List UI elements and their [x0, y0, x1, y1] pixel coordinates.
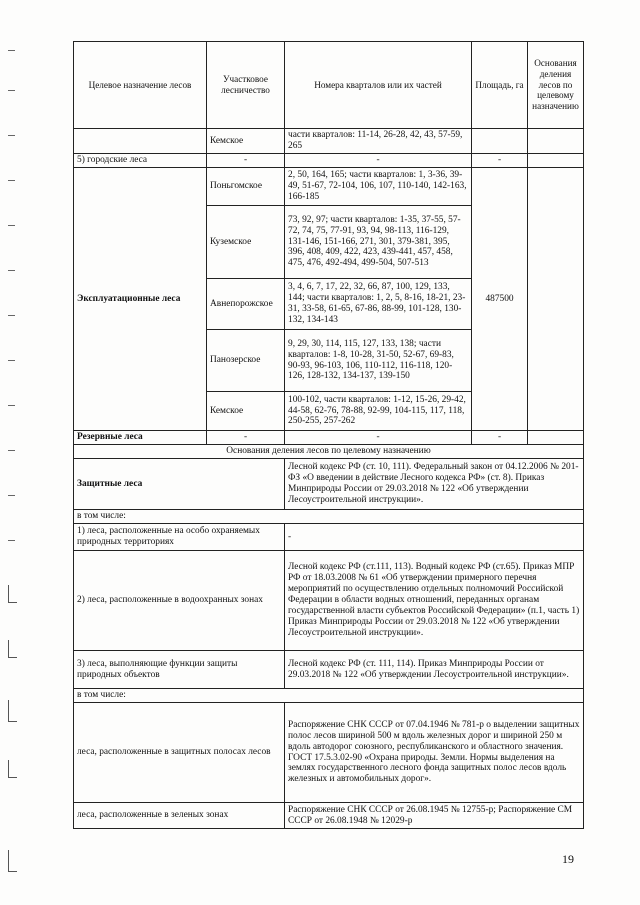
- table-row: [74, 129, 584, 154]
- margin-tick: [8, 540, 15, 541]
- forest-purpose-table: [73, 41, 584, 829]
- quarters-cell: 100-102, части кварталов: 1-12, 15-26, 29-42, 44-58, 62-76, 78-88, 92-99, 104-115, 117, 118, 250-255, 257-262: [285, 392, 472, 431]
- table-row: [74, 168, 584, 206]
- table-row: [74, 803, 584, 829]
- margin-tick: [8, 450, 15, 451]
- margin-bracket: [8, 585, 17, 603]
- table-row: [74, 551, 584, 651]
- header-quarters: Номера кварталов или их частей: [285, 42, 472, 129]
- margin-bracket: [8, 760, 17, 778]
- area-cell: -: [472, 154, 528, 168]
- section-title-row: [74, 445, 584, 459]
- empty-cell: [528, 431, 584, 445]
- forestry-cell: Кемское: [207, 129, 285, 154]
- margin-tick: [8, 135, 15, 136]
- margin-tick: [8, 495, 15, 496]
- empty-cell: [528, 154, 584, 168]
- grounds-cell: Лесной кодекс РФ (ст. 10, 111). Федеральный закон от 04.12.2006 № 201-ФЗ «О введении в действие Лесного кодекса РФ» (ст. 8). Приказ Минприроды России от 29.03.2018 № 122 «Об утверждении Лесоустроительной инструкции».: [285, 459, 584, 510]
- quarters-cell: части кварталов: 11-14, 26-28, 42, 43, 57-59, 265: [285, 129, 472, 154]
- grounds-cell: Лесной кодекс РФ (ст. 111, 114). Приказ Минприроды России от 29.03.2018 № 122 «Об утверждении Лесоустроительной инструкции».: [285, 651, 584, 689]
- header-purpose: Целевое назначение лесов: [74, 42, 207, 129]
- quarters-cell: 9, 29, 30, 114, 115, 127, 133, 138; части кварталов: 1-8, 10-28, 31-50, 52-67, 69-83, 90-93, 96-103, 106, 110-112, 116-118, 120-126, 128-132, 134-137, 139-150: [285, 330, 472, 392]
- reserve-forests-label: Резервные леса: [74, 431, 207, 445]
- margin-tick: [8, 270, 15, 271]
- grounds-cell: Распоряжение СНК СССР от 07.04.1946 № 781-р о выделении защитных полос лесов шириной 500 м вдоль железных дорог и шириной 250 м вдоль автодорог союзного, республиканского и областного значения. ГОСТ 17.5.3.02-90 «Охрана природы. Земли. Нормы выделения на землях государственного лесного фонда защитных полос лесов вдоль железных и автомобильных дорог».: [285, 703, 584, 803]
- quarters-cell: -: [285, 154, 472, 168]
- table-row: [74, 154, 584, 168]
- forestry-cell: Куземское: [207, 206, 285, 279]
- forestry-cell: Кемское: [207, 392, 285, 431]
- table-row: [74, 524, 584, 551]
- category-label: леса, расположенные в защитных полосах лесов: [74, 703, 285, 803]
- empty-cell: [528, 168, 584, 431]
- margin-tick: [8, 180, 15, 181]
- empty-cell: [74, 129, 207, 154]
- quarters-cell: 2, 50, 164, 165; части кварталов: 1, 3-36, 39-49, 51-67, 72-104, 106, 107, 110-140, 142-163, 166-185: [285, 168, 472, 206]
- area-cell: -: [472, 431, 528, 445]
- margin-tick: [8, 90, 15, 91]
- exploitation-forests-label: Эксплуатационные леса: [74, 168, 207, 431]
- including-label: в том числе:: [74, 510, 584, 524]
- forestry-cell: Панозерское: [207, 330, 285, 392]
- table-row: [74, 431, 584, 445]
- section-title: Основания деления лесов по целевому назначению: [74, 445, 584, 459]
- empty-cell: [528, 129, 584, 154]
- table-row: [74, 459, 584, 510]
- category-label: леса, расположенные в зеленых зонах: [74, 803, 285, 829]
- margin-bracket: [8, 850, 17, 872]
- page-number: 19: [562, 852, 574, 866]
- margin-bracket: [8, 700, 17, 722]
- margin-tick: [8, 50, 15, 51]
- table-row: [74, 689, 584, 703]
- area-cell: 487500: [472, 168, 528, 431]
- table-row: [74, 510, 584, 524]
- category-label: 3) леса, выполняющие функции защиты природных объектов: [74, 651, 285, 689]
- city-forests-label: 5) городские леса: [74, 154, 207, 168]
- margin-tick: [8, 315, 15, 316]
- empty-cell: [472, 129, 528, 154]
- forestry-cell: -: [207, 154, 285, 168]
- table-row: [74, 703, 584, 803]
- table-row: [74, 651, 584, 689]
- grounds-cell: Распоряжение СНК СССР от 26.08.1945 № 12755-р; Распоряжение СМ СССР от 26.08.1948 № 12029-р: [285, 803, 584, 829]
- forestry-cell: -: [207, 431, 285, 445]
- category-label: 1) леса, расположенные на особо охраняемых природных территориях: [74, 524, 285, 551]
- header-area: Площадь, га: [472, 42, 528, 129]
- table-header-row: [74, 42, 584, 129]
- margin-tick: [8, 360, 15, 361]
- category-label: 2) леса, расположенные в водоохранных зонах: [74, 551, 285, 651]
- protective-forests-label: Защитные леса: [74, 459, 285, 510]
- forestry-cell: Авнепорожское: [207, 279, 285, 330]
- grounds-cell: -: [285, 524, 584, 551]
- grounds-cell: Лесной кодекс РФ (ст.111, 113). Водный кодекс РФ (ст.65). Приказ МПР РФ от 18.03.2008 № 61 «Об утверждении примерного перечня мероприятий по осуществлению отдельных полномочий Российской Федерации в области водных отношений, переданных органам государственной власти субъектов Российской Федерации» (п.1, часть 1) Приказ Минприроды России от 29.03.2018 № 122 «Об утверждении Лесоустроительной инструкции».: [285, 551, 584, 651]
- including-label: в том числе:: [74, 689, 584, 703]
- forestry-cell: Поньгомское: [207, 168, 285, 206]
- quarters-cell: 3, 4, 6, 7, 17, 22, 32, 66, 87, 100, 129, 133, 144; части кварталов: 1, 2, 5, 8-16, 18-21, 23-31, 33-58, 61-65, 67-86, 88-99, 101-128, 130-132, 134-143: [285, 279, 472, 330]
- quarters-cell: -: [285, 431, 472, 445]
- margin-tick: [8, 405, 15, 406]
- margin-bracket: [8, 640, 17, 658]
- header-forestry: Участковое лесничество: [207, 42, 285, 129]
- header-grounds: Основания деления лесов по целевому назначению: [528, 42, 584, 129]
- margin-tick: [8, 225, 15, 226]
- quarters-cell: 73, 92, 97; части кварталов: 1-35, 37-55, 57-72, 74, 75, 77-91, 93, 94, 98-113, 116-129, 131-146, 151-166, 271, 301, 379-381, 395, 396, 408, 409, 422, 423, 439-441, 457, 458, 475, 476, 492-494, 499-504, 507-513: [285, 206, 472, 279]
